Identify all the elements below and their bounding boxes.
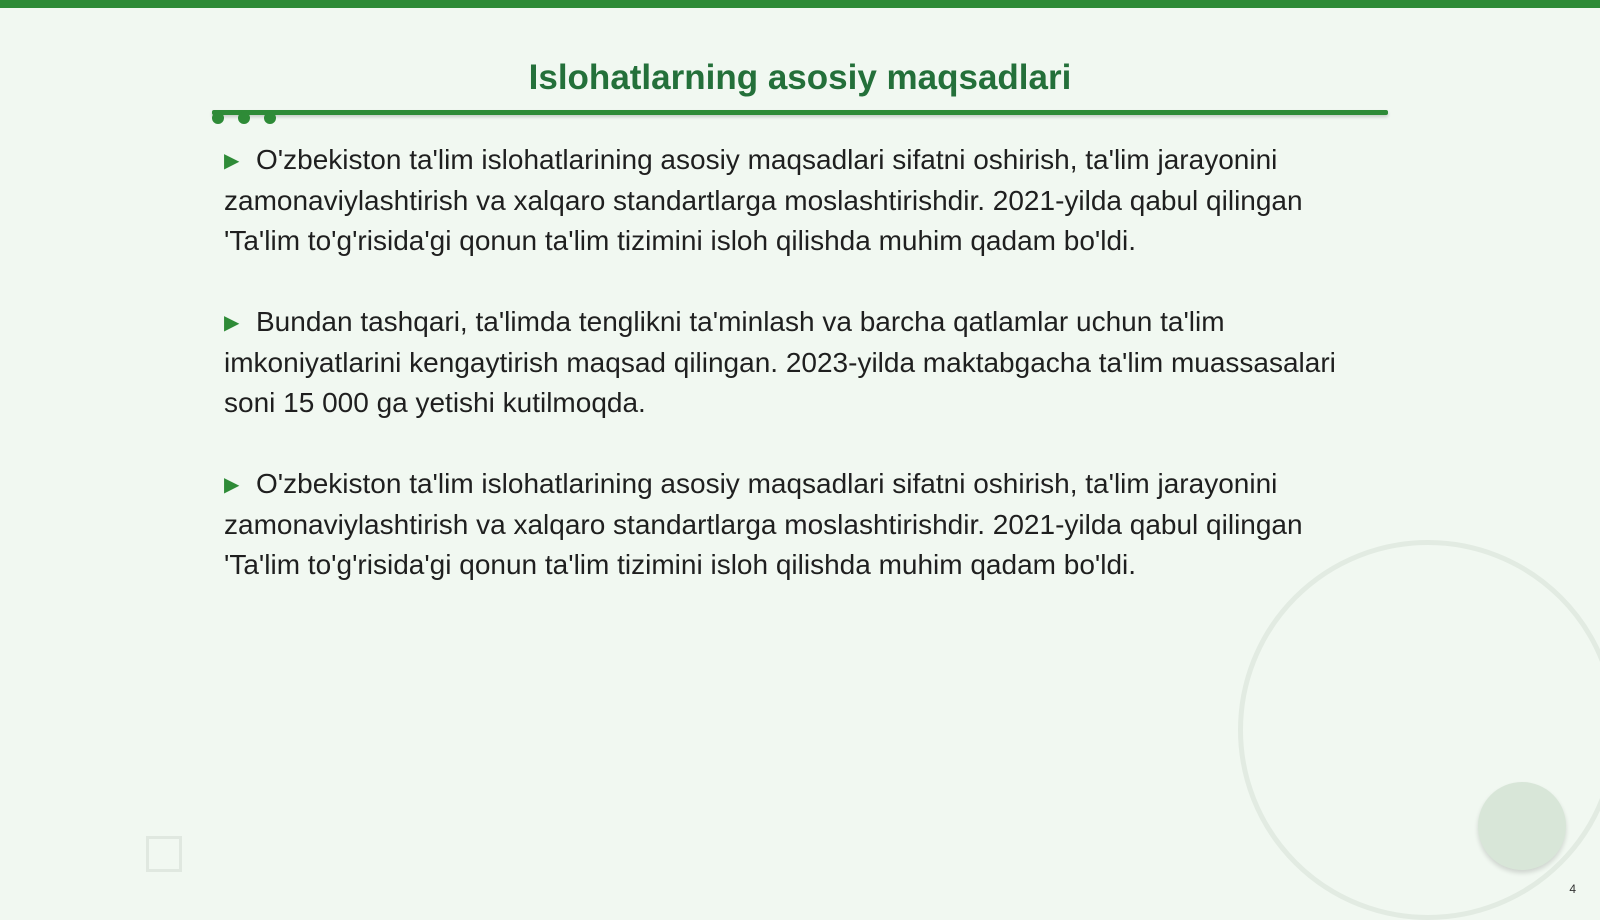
bullet-text: O'zbekiston ta'lim islohatlarining asosiy maqsadlari sifatni oshirish, ta'lim jarayonini zamonaviylashtirish va xalqaro standartlarga moslashtirishdir. 2021-yilda qabul qilingan 'Ta'lim to'g'risida'gi qonun ta'lim tizimini isloh qilishda muhim qadam bo'ldi. [224,468,1303,580]
slide-content [224,140,1370,626]
decorative-circle [1478,782,1566,870]
decoration-dot [238,112,250,124]
triangle-right-icon: ▶ [224,474,240,496]
bullet-text: Bundan tashqari, ta'limda tenglikni ta'minlash va barcha qatlamlar uchun ta'lim imkoniyatlarini kengaytirish maqsad qilingan. 2023-yilda maktabgacha ta'lim muassasalari soni 15 000 ga yetishi kutilmoqda. [224,306,1336,418]
bullet-item [224,140,1370,261]
bullet-text: O'zbekiston ta'lim islohatlarining asosiy maqsadlari sifatni oshirish, ta'lim jarayonini zamonaviylashtirish va xalqaro standartlarga moslashtirishdir. 2021-yilda qabul qilingan 'Ta'lim to'g'risida'gi qonun ta'lim tizimini isloh qilishda muhim qadam bo'ldi. [224,144,1303,256]
triangle-right-icon: ▶ [224,312,240,334]
decorative-square [146,836,182,872]
title-underline [212,110,1388,115]
decoration-dot [264,112,276,124]
top-accent-bar [0,0,1600,8]
page-number: 4 [1569,882,1576,896]
triangle-right-icon: ▶ [224,150,240,172]
bullet-item [224,464,1370,585]
slide-title: Islohatlarning asosiy maqsadlari [528,58,1072,97]
bullet-item [224,302,1370,423]
decoration-dot [212,112,224,124]
